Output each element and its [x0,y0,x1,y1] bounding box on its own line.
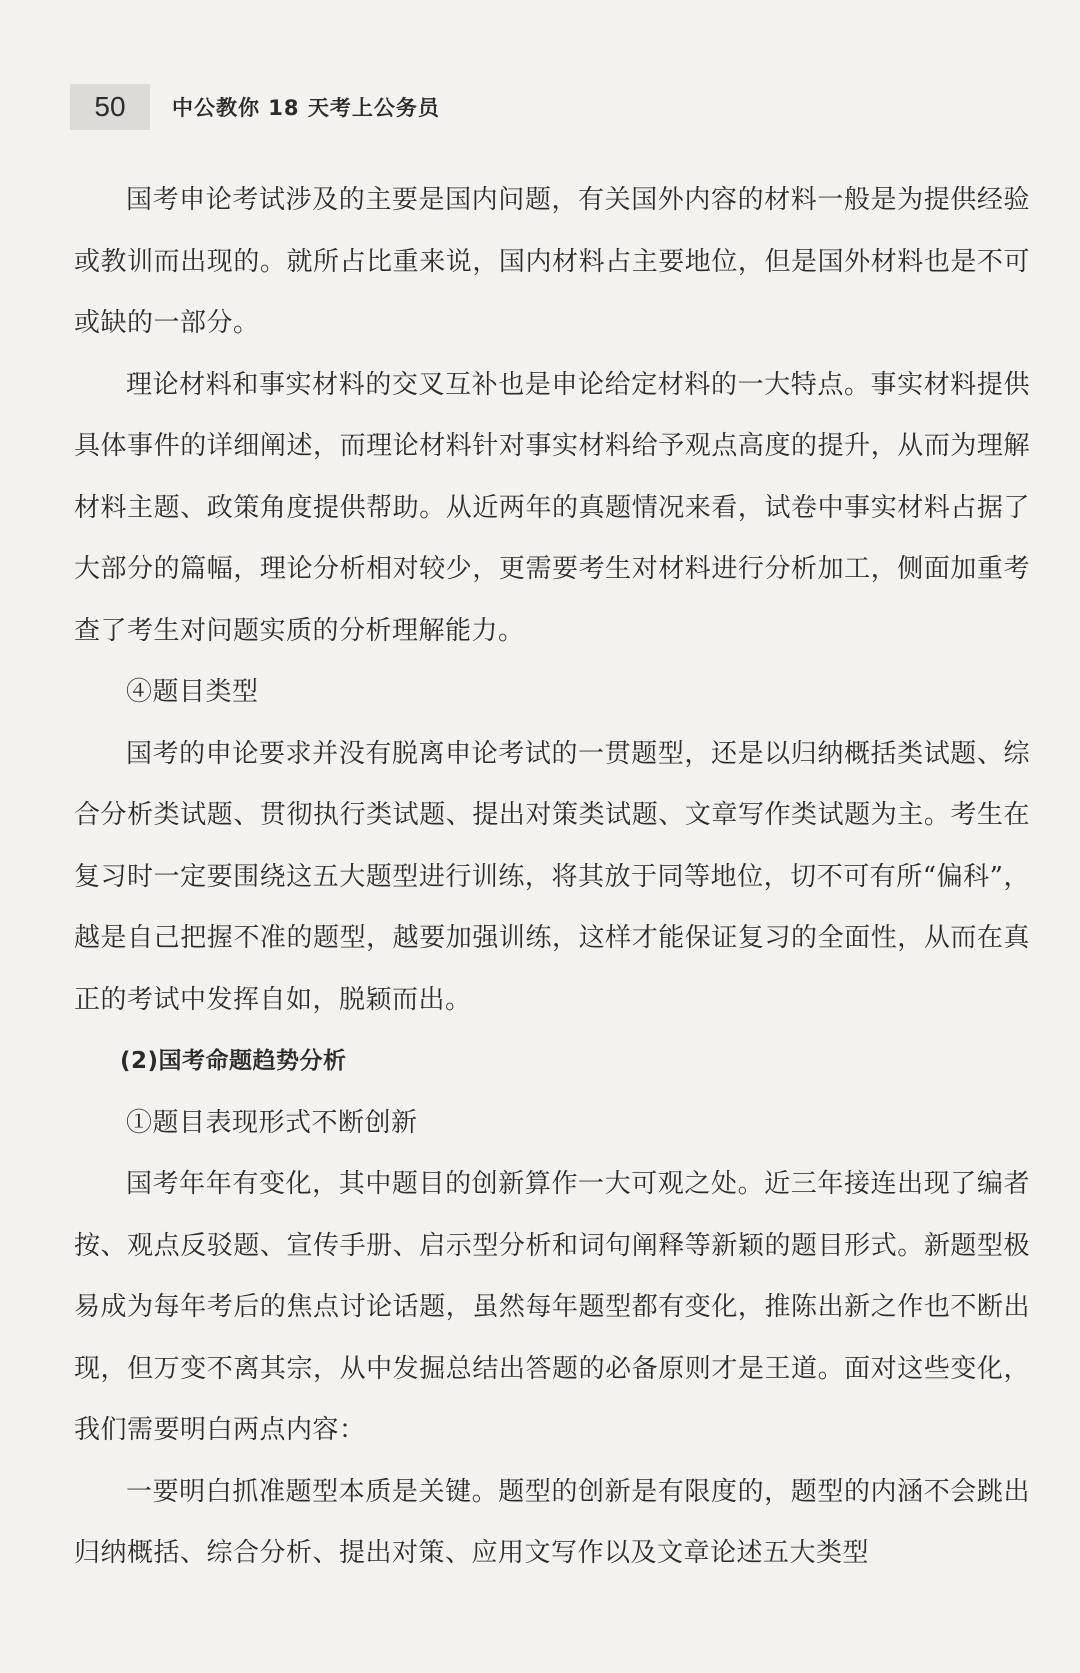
paragraph-question-types: 国考的申论要求并没有脱离申论考试的一贯题型，还是以归纳概括类试题、综合分析类试题、贯彻执行类试题、提出对策类试题、文章写作类试题为主。考生在复习时一定要围绕这五大题型进行训练，将其放于同等地位，切不可有所“偏科”，越是自己把握不准的题型，越要加强训练，这样才能保证复习的全面性，从而在真正的考试中发挥自如，脱颖而出。 [74,738,1030,1015]
page-header [70,84,440,130]
page-body [74,170,1030,1585]
paragraph-foreign-materials: 国考申论考试涉及的主要是国内问题，有关国外内容的材料一般是为提供经验或教训而出现的。就所占比重来说，国内材料占主要地位，但是国外材料也是不可或缺的一部分。 [74,185,1030,338]
heading-form-innovation: ①题目表现形式不断创新 [126,1107,418,1138]
paragraph-grasp-essence: 一要明白抓准题型本质是关键。题型的创新是有限度的，题型的内涵不会跳出归纳概括、综合分析、提出对策、应用文写作以及文章论述五大类型 [74,1476,1030,1568]
section-heading-trend-analysis: (2)国考命题趋势分析 [120,1048,347,1074]
running-title: 中公教你 18 天考上公务员 [172,96,440,120]
heading-question-types: ④题目类型 [126,677,259,707]
paragraph-form-innovation: 国考年年有变化，其中题目的创新算作一大可观之处。近三年接连出现了编者按、观点反驳题、宣传手册、启示型分析和词句阐释等新颖的题目形式。新题型极易成为每年考后的焦点讨论话题，虽然每年题型都有变化，推陈出新之作也不断出现，但万变不离其宗，从中发掘总结出答题的必备原则才是王道。面对这些变化，我们需要明白两点内容： [74,1169,1030,1445]
page-number: 50 [70,84,150,130]
paragraph-theory-fact-materials: 理论材料和事实材料的交叉互补也是申论给定材料的一大特点。事实材料提供具体事件的详细阐述，而理论材料针对事实材料给予观点高度的提升，从而为理解材料主题、政策角度提供帮助。从近两年的真题情况来看，试卷中事实材料占据了大部分的篇幅，理论分析相对较少，更需要考生对材料进行分析加工，侧面加重考查了考生对问题实质的分析理解能力。 [74,369,1030,646]
